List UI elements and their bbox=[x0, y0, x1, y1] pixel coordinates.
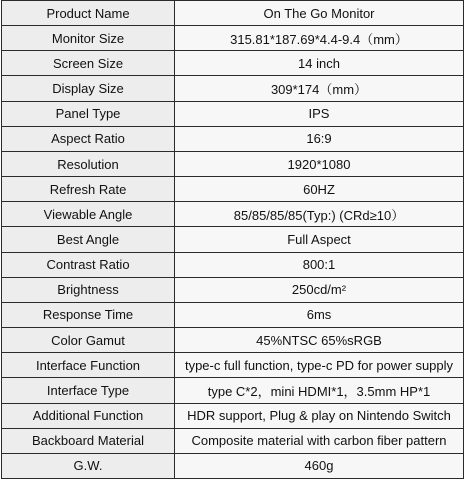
spec-row bbox=[2, 277, 464, 302]
spec-label: Response Time bbox=[2, 302, 175, 327]
spec-label: Screen Size bbox=[2, 51, 175, 76]
spec-row bbox=[2, 453, 464, 478]
spec-value: 250cd/m² bbox=[175, 277, 464, 302]
spec-value: On The Go Monitor bbox=[175, 1, 464, 26]
spec-label: G.W. bbox=[2, 453, 175, 478]
spec-row bbox=[2, 151, 464, 176]
spec-value: 16:9 bbox=[175, 126, 464, 151]
spec-label: Refresh Rate bbox=[2, 177, 175, 202]
spec-label: Contrast Ratio bbox=[2, 252, 175, 277]
spec-row bbox=[2, 202, 464, 227]
spec-row bbox=[2, 51, 464, 76]
spec-row bbox=[2, 302, 464, 327]
spec-value: 60HZ bbox=[175, 177, 464, 202]
spec-value: type C*2，mini HDMI*1，3.5mm HP*1 bbox=[175, 378, 464, 403]
spec-row bbox=[2, 353, 464, 378]
spec-row bbox=[2, 328, 464, 353]
spec-row bbox=[2, 101, 464, 126]
spec-value: type-c full function, type-c PD for power supply bbox=[175, 353, 464, 378]
spec-table-body bbox=[2, 1, 464, 479]
spec-row bbox=[2, 177, 464, 202]
spec-row bbox=[2, 378, 464, 403]
spec-label: Monitor Size bbox=[2, 26, 175, 51]
spec-label: Best Angle bbox=[2, 227, 175, 252]
spec-table bbox=[1, 0, 464, 479]
spec-label: Interface Function bbox=[2, 353, 175, 378]
spec-label: Viewable Angle bbox=[2, 202, 175, 227]
spec-label: Aspect Ratio bbox=[2, 126, 175, 151]
spec-label: Resolution bbox=[2, 151, 175, 176]
spec-label: Backboard Material bbox=[2, 428, 175, 453]
spec-value: IPS bbox=[175, 101, 464, 126]
spec-row bbox=[2, 76, 464, 101]
spec-row bbox=[2, 428, 464, 453]
spec-row bbox=[2, 227, 464, 252]
spec-value: 45%NTSC 65%sRGB bbox=[175, 328, 464, 353]
spec-label: Color Gamut bbox=[2, 328, 175, 353]
spec-label: Panel Type bbox=[2, 101, 175, 126]
spec-label: Product Name bbox=[2, 1, 175, 26]
spec-row bbox=[2, 1, 464, 26]
spec-value: 460g bbox=[175, 453, 464, 478]
spec-row bbox=[2, 252, 464, 277]
spec-label: Display Size bbox=[2, 76, 175, 101]
spec-value: 309*174（mm） bbox=[175, 76, 464, 101]
spec-value: 1920*1080 bbox=[175, 151, 464, 176]
spec-value: 85/85/85/85(Typ:) (CRd≥10） bbox=[175, 202, 464, 227]
spec-value: Full Aspect bbox=[175, 227, 464, 252]
spec-value: HDR support, Plug & play on Nintendo Switch bbox=[175, 403, 464, 428]
spec-value: 6ms bbox=[175, 302, 464, 327]
spec-value: 14 inch bbox=[175, 51, 464, 76]
spec-row bbox=[2, 126, 464, 151]
spec-value: Composite material with carbon fiber pattern bbox=[175, 428, 464, 453]
spec-label: Additional Function bbox=[2, 403, 175, 428]
spec-label: Brightness bbox=[2, 277, 175, 302]
spec-row bbox=[2, 403, 464, 428]
spec-value: 800:1 bbox=[175, 252, 464, 277]
spec-value: 315.81*187.69*4.4-9.4（mm） bbox=[175, 26, 464, 51]
spec-label: Interface Type bbox=[2, 378, 175, 403]
spec-row bbox=[2, 26, 464, 51]
